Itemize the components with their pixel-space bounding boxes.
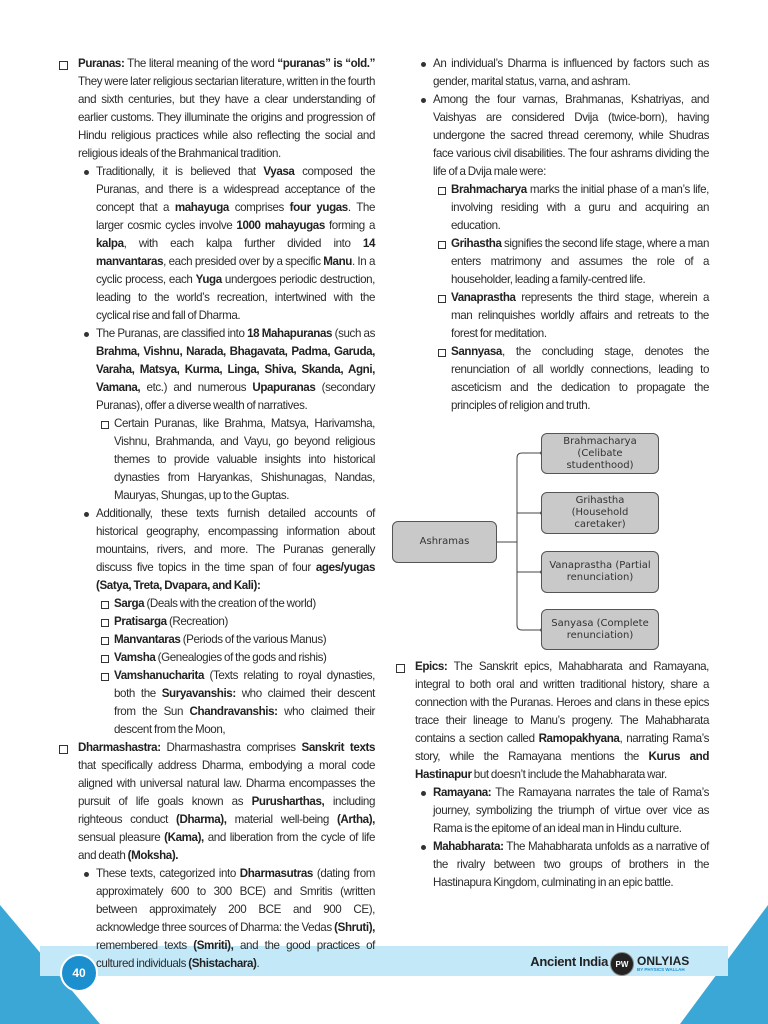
- bold-text: Dharmashastra:: [78, 741, 161, 754]
- bullet-dot-icon: [84, 505, 89, 523]
- list-item: [55, 667, 375, 739]
- left-column: [55, 55, 375, 973]
- list-item: [392, 181, 709, 235]
- text: represents the third stage, wherein a man relinquishes worldly affairs and retreats to the forest for meditation.: [451, 291, 709, 340]
- right-column-top: [392, 55, 709, 415]
- list-item: [392, 55, 709, 91]
- text: The Mahabharata unfolds as a narrative of the rivalry between two groups of brothers in the Hastinapura Kingdom, culminating in an epic battle.: [433, 840, 709, 889]
- bold-text: (Dharma),: [176, 813, 227, 826]
- bold-text: Kurus and Hastinapur: [415, 750, 709, 781]
- diagram-node-brahmacharya: Brahmacharya (Celibate studenthood): [541, 433, 659, 474]
- list-item: [55, 163, 375, 325]
- bullet-square-icon: [59, 55, 68, 77]
- list-item: [55, 505, 375, 595]
- bold-text: Dharmasutras: [239, 867, 313, 880]
- bold-text: 18 Mahapuranas: [247, 327, 333, 340]
- text: Among the four varnas, Brahmanas, Kshatriyas, and Vaishyas are considered Dvija (twice-born), having undergone the sacred thread ceremony, while Shudras face various civil disabilities. The four ashrams dividing the life of a Dvija male were:: [433, 93, 709, 178]
- bold-text: mahayuga: [174, 201, 229, 214]
- list-item: [55, 415, 375, 505]
- bold-text: Suryavanshis:: [161, 687, 236, 700]
- text: . The larger cosmic cycles involve: [96, 201, 375, 232]
- text: and the good practices of cultured individuals: [96, 939, 375, 970]
- text: that specifically address Dharma, embodying a moral code aligned with universal natural law. Dharma encompasses the pursuit of life goals known as: [78, 759, 375, 808]
- bold-text: Vamsha: [114, 651, 156, 664]
- bullet-square-icon: [438, 181, 446, 202]
- ashramas-diagram: [390, 425, 670, 657]
- list-item: [55, 325, 375, 415]
- bold-text: (Smriti),: [193, 939, 234, 952]
- list-item: [392, 289, 709, 343]
- bold-text: (Shistachara): [188, 957, 257, 970]
- bold-text: (Kama),: [164, 831, 204, 844]
- bullet-dot-icon: [421, 784, 426, 802]
- bold-text: Brahmacharya: [451, 183, 527, 196]
- bold-text: Yuga: [195, 273, 222, 286]
- bold-text: Ramayana:: [433, 786, 492, 799]
- bold-text: Manvantaras: [114, 633, 181, 646]
- text: (secondary Puranas), offer a diverse wealth of narratives.: [96, 381, 375, 412]
- text: marks the initial phase of a man’s life, involving residing with a guru and acquiring an education.: [451, 183, 709, 232]
- text: but doesn’t include the Mahabharata war.: [471, 768, 667, 781]
- logo-text: ONLYIAS: [637, 954, 690, 968]
- bold-text: Vyasa: [263, 165, 295, 178]
- bold-text: Epics:: [415, 660, 448, 673]
- bold-text: Sarga: [114, 597, 145, 610]
- list-item: [392, 343, 709, 415]
- diagram-node-sanyasa: Sanyasa (Complete renunciation): [541, 609, 659, 650]
- bullet-dot-icon: [421, 91, 426, 109]
- list-item: [55, 595, 375, 613]
- list-item: [392, 235, 709, 289]
- bold-text: Purusharthas,: [251, 795, 325, 808]
- bullet-dot-icon: [421, 838, 426, 856]
- bold-text: Puranas:: [78, 57, 125, 70]
- bullet-square-icon: [101, 415, 109, 436]
- text: remembered texts: [96, 939, 194, 952]
- bullet-square-icon: [101, 667, 109, 688]
- bullet-square-icon: [438, 343, 446, 364]
- bullet-dot-icon: [421, 55, 426, 73]
- text: They were later religious sectarian literature, written in the fourth and sixth centuries, but they have a clear understanding of earlier customs. They illuminate the origins and progression of Hindu religious practices while also reflecting the social and religious ideals of the Brahmanical tradition.: [78, 75, 375, 160]
- text: , narrating Rama’s story, while the Ramayana mentions the: [415, 732, 709, 763]
- text: , the concluding stage, denotes the renunciation of all worldly connections, leading to asceticism and the dedication to propagate the principles of religion and truth.: [451, 345, 709, 412]
- text: (dating from approximately 600 to 300 BCE) and Smritis (written between approximately 200 BCE and 900 CE), acknowledge three sources of Dharma: the Vedas: [96, 867, 375, 934]
- diagram-node-grihastha: Grihastha (Household caretaker): [541, 492, 659, 534]
- text: (Recreation): [166, 615, 228, 628]
- text: The literal meaning of the word: [124, 57, 278, 70]
- bold-text: 14 manvantaras: [96, 237, 375, 268]
- text: The Sanskrit epics, Mahabharata and Ramayana, integral to both oral and written traditional history, share a connection with the Puranas. Heroes and clans in these epics trace their lineage to Manu’s progeny. The Mahabharata contains a section called: [415, 660, 709, 745]
- text: (Texts relating to royal dynasties, both the: [114, 669, 375, 700]
- text: material well-being: [226, 813, 337, 826]
- list-item: [55, 865, 375, 973]
- text: (Genealogies of the gods and rishis): [155, 651, 327, 664]
- onlyias-wordmark: [637, 956, 689, 972]
- text: who claimed their descent from the Moon,: [114, 705, 375, 736]
- text: The Puranas, are classified into: [96, 327, 248, 340]
- bullet-square-icon: [438, 235, 446, 256]
- bold-text: Chandravanshis:: [189, 705, 278, 718]
- text: Certain Puranas, like Brahma, Matsya, Harivamsha, Vishnu, Brahmanda, and Vayu, go beyond religious themes to provide valuable insights into historical dynasties from Haryankas, Shishunagas, Nandas, Mauryas, Shungas, up to the Guptas.: [114, 417, 375, 502]
- bullet-dot-icon: [84, 163, 89, 181]
- bullet-dot-icon: [84, 865, 89, 883]
- text: , each presided over by a specific: [163, 255, 324, 268]
- text: These texts, categorized into: [96, 867, 240, 880]
- text: including righteous conduct: [78, 795, 375, 826]
- text: composed the Puranas, and there is a widespread acceptance of the concept that a: [96, 165, 376, 214]
- list-item: [392, 658, 709, 784]
- bold-text: kalpa: [96, 237, 124, 250]
- list-item: [55, 631, 375, 649]
- bold-text: Pratisarga: [114, 615, 167, 628]
- list-item: [392, 838, 709, 892]
- bullet-square-icon: [59, 739, 68, 761]
- list-item: [55, 55, 375, 163]
- bold-text: “puranas” is “old.”: [277, 57, 375, 70]
- section-title: Ancient India: [530, 954, 608, 969]
- logo-subtext: BY PHYSICS WALLAH: [637, 967, 685, 972]
- text: Traditionally, it is believed that: [96, 165, 264, 178]
- list-item: [55, 613, 375, 631]
- text: forming a: [324, 219, 375, 232]
- text: and liberation from the cycle of life and death: [78, 831, 375, 862]
- list-item: [392, 784, 709, 838]
- bold-text: Grihastha: [451, 237, 502, 250]
- text: who claimed their descent from the Sun: [114, 687, 376, 718]
- list-item: [392, 91, 709, 181]
- text: (Periods of the various Manus): [180, 633, 327, 646]
- text: etc.) and numerous: [140, 381, 253, 394]
- bold-text: four yugas: [289, 201, 348, 214]
- bold-text: Upapuranas: [252, 381, 316, 394]
- text: (such as: [332, 327, 375, 340]
- text: comprises: [228, 201, 290, 214]
- bullet-square-icon: [396, 658, 405, 680]
- bold-text: (Shruti),: [334, 921, 375, 934]
- bold-text: Ramopakhyana: [538, 732, 620, 745]
- text: The Ramayana narrates the tale of Rama’s journey, symbolizing the triumph of virtue over vice as Rama is the epitome of an ideal man in Hindu culture.: [433, 786, 709, 835]
- bold-text: ages/yugas (Satya, Treta, Dvapara, and Kali):: [96, 561, 375, 592]
- bold-text: Manu: [323, 255, 352, 268]
- diagram-root-node: Ashramas: [392, 521, 497, 563]
- diagram-node-vanaprastha: Vanaprastha (Partial renunciation): [541, 551, 659, 593]
- bullet-dot-icon: [84, 325, 89, 343]
- bold-text: Sanskrit texts: [301, 741, 375, 754]
- list-item: [55, 739, 375, 865]
- text: undergoes periodic destruction, leading to the world’s recreation, intertwined with the cyclical rise and fall of Dharma.: [96, 273, 376, 322]
- bold-text: Mahabharata:: [433, 840, 504, 853]
- pw-logo-icon: PW: [610, 952, 634, 976]
- bold-text: Sannyasa: [451, 345, 502, 358]
- bullet-square-icon: [438, 289, 446, 310]
- text: sensual pleasure: [78, 831, 165, 844]
- text: Additionally, these texts furnish detailed accounts of historical geography, encompassing information about mountains, rivers, and more. The Puranas generally discuss five topics in the time span of four: [96, 507, 375, 574]
- text: . In a cyclic process, each: [96, 255, 376, 286]
- page-number: 40: [60, 954, 98, 992]
- text: An individual’s Dharma is influenced by factors such as gender, marital status, varna, and ashram.: [433, 57, 709, 88]
- bold-text: 1000 mahayugas: [236, 219, 325, 232]
- list-item: [55, 649, 375, 667]
- bold-text: (Artha),: [336, 813, 375, 826]
- text: , with each kalpa further divided into: [123, 237, 363, 250]
- text: signifies the second life stage, where a man enters matrimony and assumes the role of a householder, leading a family-centred life.: [451, 237, 709, 286]
- bold-text: Vamshanucharita: [114, 669, 205, 682]
- brand-logo: [610, 952, 689, 976]
- bold-text: Vanaprastha: [451, 291, 516, 304]
- bold-text: (Moksha).: [127, 849, 179, 862]
- text: (Deals with the creation of the world): [144, 597, 316, 610]
- right-column-bottom: [392, 658, 709, 892]
- bold-text: Brahma, Vishnu, Narada, Bhagavata, Padma, Garuda, Varaha, Matsya, Kurma, Linga, Shiva, Skanda, Agni, Vamana,: [96, 345, 375, 394]
- text: .: [256, 957, 260, 970]
- text: Dharmashastra comprises: [160, 741, 302, 754]
